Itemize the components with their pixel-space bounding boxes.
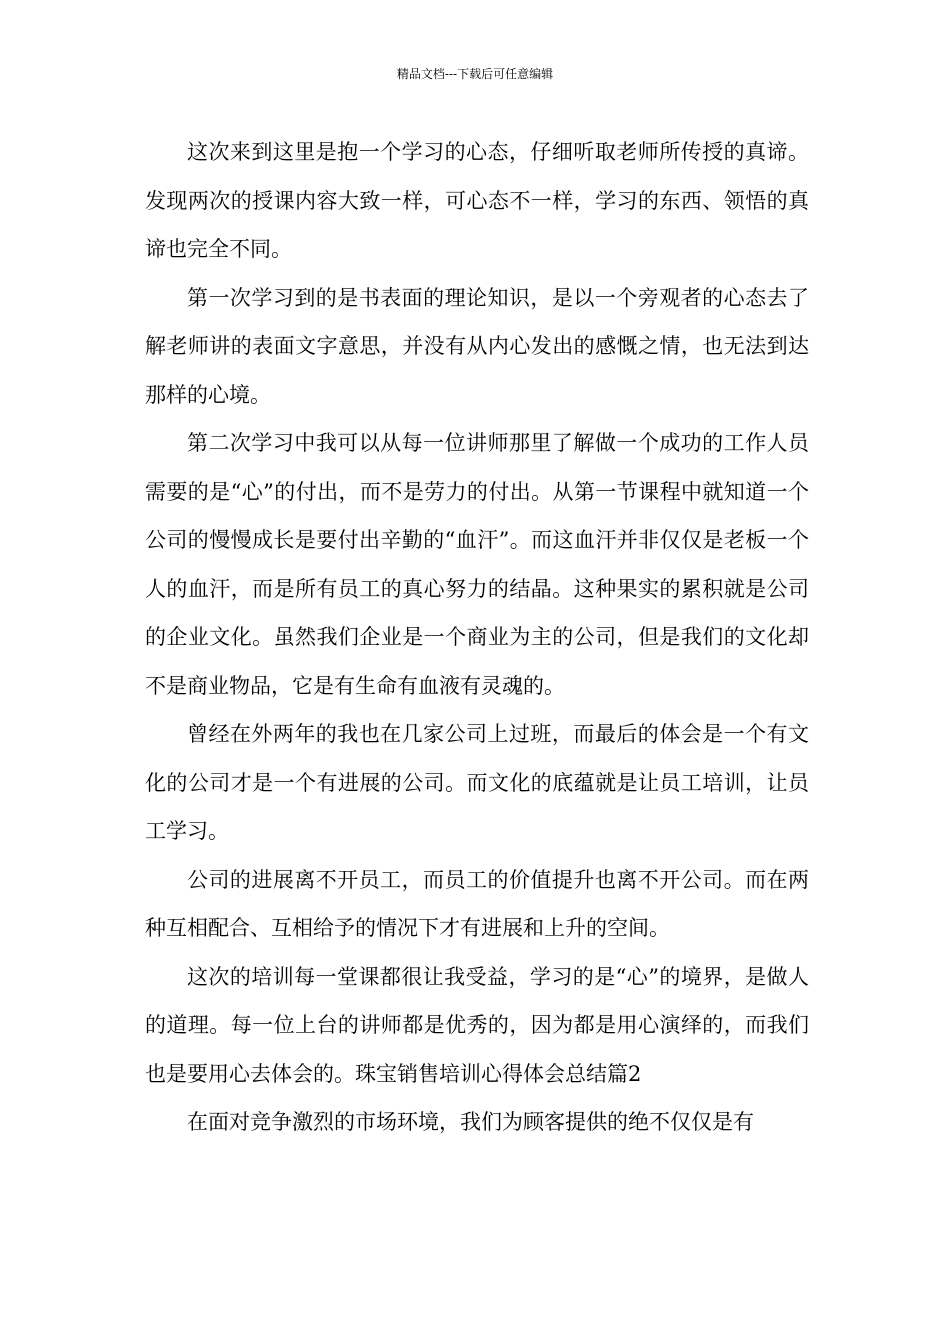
- paragraph-2: 第一次学习到的是书表面的理论知识，是以一个旁观者的心态去了解老师讲的表面文字意思，并没有从内心发出的感慨之情，也无法到达那样的心境。: [145, 285, 809, 407]
- paragraph-3: 第二次学习中我可以从每一位讲师那里了解做一个成功的工作人员需要的是“心”的付出，而不是劳力的付出。从第一节课程中就知道一个公司的慢慢成长是要付出辛勤的“血汗”。而这血汗并非仅仅是老板一个人的血汗，而是所有员工的真心努力的结晶。这种果实的累积就是公司的企业文化。虽然我们企业是一个商业为主的公司，但是我们的文化却不是商业物品，它是有生命有血液有灵魂的。: [145, 431, 809, 698]
- document-body: [145, 128, 809, 1147]
- paragraph-6: 这次的培训每一堂课都很让我受益，学习的是“心”的境界，是做人的道理。每一位上台的讲师都是优秀的，因为都是用心演绎的，而我们也是要用心去体会的。珠宝销售培训心得体会总结篇2: [145, 964, 809, 1086]
- paragraph-1: 这次来到这里是抱一个学习的心态，仔细听取老师所传授的真谛。发现两次的授课内容大致一样，可心态不一样，学习的东西、领悟的真谛也完全不同。: [145, 140, 809, 261]
- paragraph-5: 公司的进展离不开员工，而员工的价值提升也离不开公司。而在两种互相配合、互相给予的情况下才有进展和上升的空间。: [145, 867, 809, 940]
- paragraph-7: 在面对竞争激烈的市场环境，我们为顾客提供的绝不仅仅是有: [187, 1110, 754, 1134]
- paragraph-4: 曾经在外两年的我也在几家公司上过班，而最后的体会是一个有文化的公司才是一个有进展的公司。而文化的底蕴就是让员工培训，让员工学习。: [145, 722, 809, 843]
- page-header: 精品文档---下载后可任意编辑: [396, 67, 554, 81]
